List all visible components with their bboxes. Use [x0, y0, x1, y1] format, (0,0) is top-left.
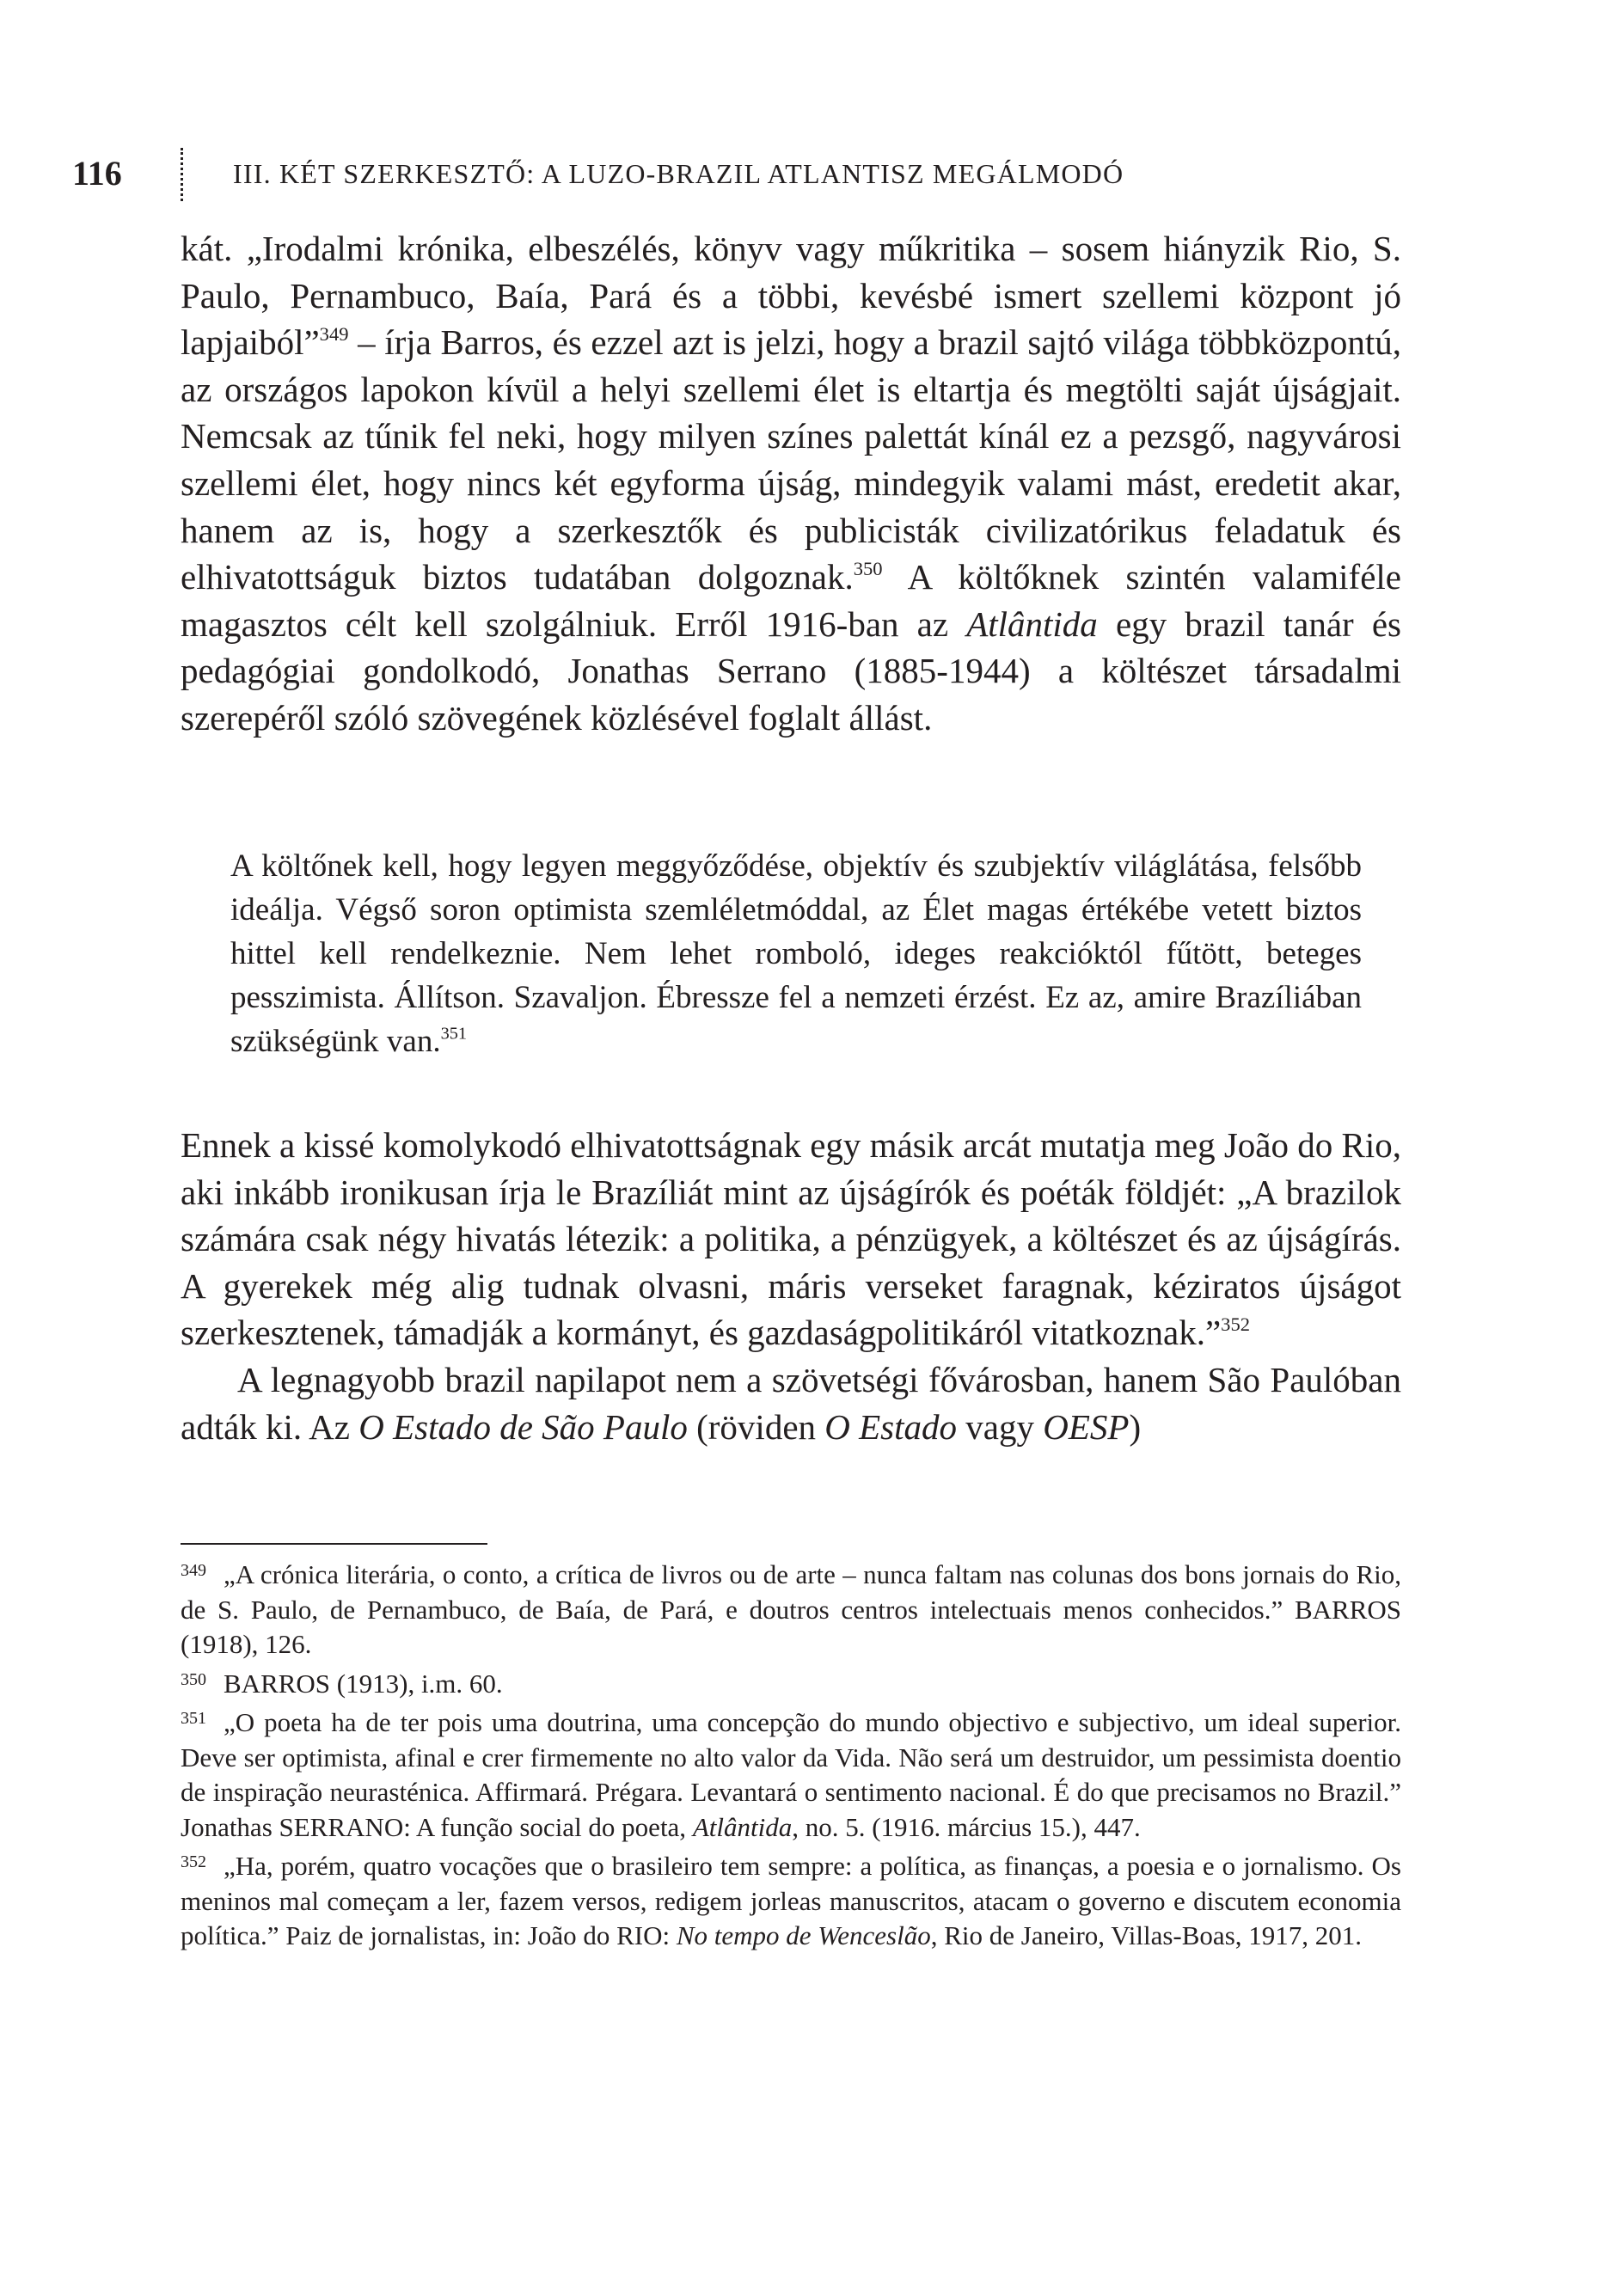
paragraph-1-text-b: – írja Barros, és ezzel azt is jelzi, hogy a brazil sajtó világa többközpontú, az országos lapokon kívül a helyi szellemi élet is eltartja és megtölti saját újságjait. Nemcsak az tűnik fel neki, hogy milyen színes palettát kínál ez a pezsgő, nagyvárosi szellemi élet, hogy nincs két egyforma újság, mindegyik valami mást, eredetit akar, hanem az is, hogy a szerkesztők és publicisták civilizatórikus feladatuk és elhivatottságuk biztos tudatában dolgoznak.: [181, 322, 1401, 597]
footnote-number: 352: [181, 1852, 206, 1871]
paragraph-1-text-a: kát. „Irodalmi krónika, elbeszélés, könyv vagy műkritika – sosem hiányzik Rio, S. Paulo, Pernambuco, Baía, Pará és a többi, kevésbé ismert szellemi központ jó lapjaiból”: [181, 229, 1401, 363]
footnote-number: 350: [181, 1669, 206, 1689]
running-title: III. KÉT SZERKESZTŐ: A LUZO-BRAZIL ATLANTISZ MEGÁLMODÓ: [233, 158, 1124, 189]
footnote-ref-352[interactable]: 352: [1221, 1313, 1250, 1336]
main-text-continued: [181, 1122, 1401, 1450]
block-quote: [230, 844, 1362, 1063]
footnote-number: 349: [181, 1561, 206, 1580]
footnote-text: BARROS (1913), i.m. 60.: [224, 1668, 503, 1699]
footnote-text-a: „O poeta ha de ter pois uma doutrina, uma concepção do mundo objectivo e subjectivo, um ideal superior. Deve ser optimista, afinal e crer firmemente no alto valor da Vida. Não será um destruidor, um pessimista doentio de inspiração neurasténica. Affirmará. Prégara. Levantará o sentimento nacional. É do que precisamos no Brazil.” Jonathas SERRANO: A função social do poeta,: [181, 1707, 1401, 1842]
paragraph-3-text-a: A legnagyobb brazil napilapot nem a szövetségi fővárosban, hanem São Paulóban adták ki. Az: [181, 1359, 1401, 1447]
footnote-text-b: , no. 5. (1916. március 15.), 447.: [792, 1811, 1141, 1842]
paragraph-1: [181, 225, 1401, 742]
footnote-number: 351: [181, 1709, 206, 1728]
footnote-351: [181, 1701, 1401, 1845]
paragraph-3-text-d: ): [1129, 1406, 1142, 1447]
footnote-ref-349[interactable]: 349: [319, 322, 349, 345]
page-header: [72, 148, 1396, 199]
footnote-text-b: , Rio de Janeiro, Villas-Boas, 1917, 201.: [930, 1920, 1363, 1950]
paragraph-1-text-c: A költőknek szintén valamiféle magasztos célt kell szolgálniuk. Erről 1916-ban az: [181, 557, 1401, 644]
header-dotted-divider: [181, 148, 183, 201]
footnote-journal-title: Atlântida: [692, 1811, 793, 1842]
footnote-book-title: No tempo de Wenceslão: [676, 1920, 931, 1950]
newspaper-title-oesp: O Estado de São Paulo: [358, 1406, 688, 1447]
block-quote-text: A költőnek kell, hogy legyen meggyőződése, objektív és szubjektív világlátása, felsőbb ideálja. Végső soron optimista szemléletmóddal, az Élet magas értékébe vetett biztos hittel kell rendelkeznie. Nem lehet romboló, ideges reakcióktól fűtött, beteges pesszimista. Állítson. Szavaljon. Ébressze fel a nemzeti érzést. Ez az, amire Brazíliában szükségünk van.: [230, 848, 1362, 1059]
footnote-352: [181, 1845, 1401, 1954]
newspaper-abbreviation: OESP: [1043, 1406, 1130, 1447]
footnote-ref-350[interactable]: 350: [853, 557, 883, 579]
journal-title-atlantida: Atlântida: [966, 603, 1098, 644]
paragraph-1-text-d: egy brazil tanár és pedagógiai gondolkodó, Jonathas Serrano (1885-1944) a költészet társadalmi szerepéről szóló szövegének közlésével foglalt állást.: [181, 603, 1401, 738]
block-quote-paragraph: [230, 844, 1362, 1063]
paragraph-2: [181, 1122, 1401, 1356]
footnote-separator: [181, 1543, 487, 1545]
footnote-349: [181, 1553, 1401, 1662]
paragraph-3: [181, 1356, 1401, 1450]
footnote-text: „A crónica literária, o conto, a crítica de livros ou de arte – nunca faltam nas colunas dos bons jornais do Rio, de S. Paulo, de Pernambuco, de Baía, de Pará, e doutros centros intelectuais menos conhecidos.” BARROS (1918), 126.: [181, 1559, 1401, 1659]
footnotes: [181, 1553, 1401, 1954]
main-text: [181, 225, 1401, 742]
footnote-350: [181, 1662, 1401, 1702]
newspaper-short-title: O Estado: [824, 1406, 958, 1447]
footnote-text-a: „Ha, porém, quatro vocações que o brasileiro tem sempre: a política, as finanças, a poesia e o jornalismo. Os meninos mal começam a ler, fazem versos, redigem jorleas manuscritos, atacam o governo e discutem economia política.” Paiz de jornalistas, in: João do RIO:: [181, 1851, 1401, 1950]
footnote-ref-351[interactable]: 351: [440, 1024, 468, 1044]
paragraph-3-text-b: (röviden: [687, 1406, 825, 1447]
paragraph-2-text: Ennek a kissé komolykodó elhivatottságnak egy másik arcát mutatja meg João do Rio, aki inkább ironikusan írja le Brazíliát mint az újságírók és poéták földjét: „A brazilok számára csak négy hivatás létezik: a politika, a pénzügyek, a költészet és az újságírás. A gyerekek még alig tudnak olvasni, máris verseket faragnak, kéziratos újságot szerkesztenek, támadják a kormányt, és gazdaságpolitikáról vitatkoznak.”: [181, 1125, 1401, 1353]
page-number: 116: [72, 154, 122, 193]
paragraph-3-text-c: vagy: [957, 1406, 1044, 1447]
